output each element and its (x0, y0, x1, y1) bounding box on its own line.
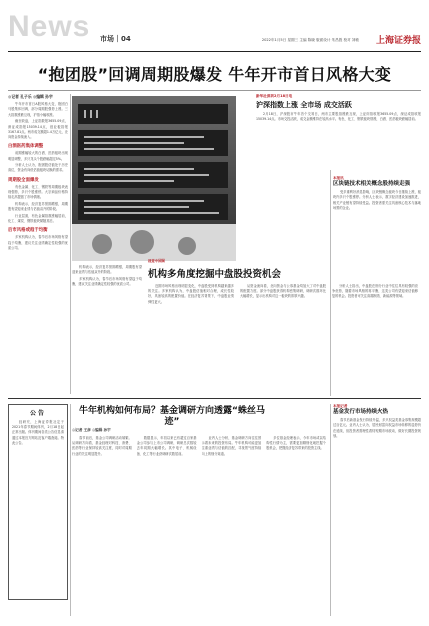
center-kicker: 视觉中国图 (148, 259, 165, 263)
column-rule (330, 170, 331, 396)
right-bottom-body: 春节后新基金发行持续升温，多只权益类基金募集规模超过百亿元。业内人士认为，居民财富向权益市场转移的趋势仍在延续，但投资者需理性看待短期市场波动，做好长期投资规划。 (333, 418, 421, 438)
bottom-paragraph: 数据显示，年初以来已有超过百家基金公司参与上市公司调研，调研总次数较去年同期大幅增长。其中电子、机械设备、化工等行业获调研次数居前。 (136, 436, 197, 456)
center-paragraph: 分析人士指出，中盘股在细分行业中往往具有较强的竞争优势，随着市场风格的再平衡，这类公司有望迎来估值修复的机会。投资者可关注高端制造、新能源等领域。 (332, 284, 418, 299)
lead-continuation (72, 265, 142, 395)
main-headline: “抱团股”回调周期股爆发 牛年开市首日风格大变 (37, 65, 392, 84)
issue-meta: 2022年1月5日 星期三 主编 陈晓 版面设计 朱昌胜 校对 刘敏 (261, 38, 359, 42)
center-headline: 机构多角度挖掘中盘股投资机会 (148, 269, 282, 280)
lead-paragraph: 截至收盘，上证指数报3655.09点，深证成指报15039.14点，创业板指报3167.81点。两市成交额超1.4万亿元，北向资金持续流入。 (8, 119, 68, 139)
center-column (148, 284, 234, 392)
notice-body (12, 420, 64, 446)
lead-paragraph: 前期涨幅较大的白酒、医药板块出现明显调整，多只龙头个股跌幅超过5%。 (8, 151, 68, 161)
notice-title: 公告 (29, 410, 46, 417)
right-top-kicker: 新华社深圳2月18日电 (256, 94, 293, 98)
bottom-article-body (72, 436, 326, 616)
right-bottom-kicker: 本报记者 (333, 404, 348, 408)
notice-box (8, 404, 68, 600)
market-photo (72, 96, 236, 261)
bottom-headline: 牛年机构如何布局？基金调研方向透露“蛛丝马迹” (79, 406, 265, 427)
lead-paragraph: 行业层面，有色金属指数涨幅居前，化工、煤炭、钢铁板块紧随其后。 (8, 213, 68, 224)
column-rule (70, 94, 71, 394)
bottom-column (202, 436, 262, 616)
lead-subhead: 周期股全面爆发 (8, 177, 39, 183)
right-column-title: 区块链技术相关概念股持续走强 (333, 181, 411, 188)
right-column-body: 受多重利好消息影响，区块链概念板块今日继续上涨，板块内多只个股涨停。分析人士表示，数字经济建设加速推进，相关产业链有望持续受益。投资者需关注具备核心技术与落地场景的企业。 (333, 190, 421, 210)
right-bottom-title: 基金发行市场持续火热 (333, 409, 389, 416)
center-column (332, 284, 418, 392)
lead-paragraph: 机构表示，经济复苏预期增强，周期股有望迎来业绩与估值双升的阶段。 (72, 265, 142, 275)
masthead-logo: News (8, 10, 91, 43)
right-column-kicker: 本报讯 (333, 176, 344, 180)
headline-rule (8, 90, 421, 91)
bottom-column (137, 436, 197, 616)
masthead (8, 8, 421, 52)
newspaper-brand: 上海证券报 (375, 36, 421, 46)
lead-byline: ◎记者 孔子乐 ◎编辑 孙宇 (8, 94, 53, 99)
section-divider (8, 398, 421, 399)
bottom-paragraph: 多位基金经理表示，今年市场或以结构性行情为主，需要更加精细化地挖掘个股机会，把握经济复苏带来的投资主线。 (266, 436, 326, 451)
lead-subhead: 白酒医药集体调整 (8, 144, 44, 150)
center-paragraph: 从资金流向看，北向资金与公募基金均加大了对中盘股的配置力度。部分中盘股获得机构密集调研，调研次数环比大幅增长，显示出机构对这一板块的浓厚兴趣。 (240, 284, 326, 299)
lead-paragraph: 多家机构认为，春节后市场风格有望趋于均衡，建议关注业绩确定性较强的优质公司。 (8, 235, 68, 250)
section-label: 市场｜04 (100, 35, 131, 43)
lead-subhead: 后市风格或趋于均衡 (8, 228, 48, 234)
notice-paragraph: 经研究，上海证券报社定于2021年春节期间休刊，2月18日起正常出版。休刊期间各类公告信息请通过本报官方网站及客户端查阅。特此公告。 (12, 420, 64, 445)
column-rule (70, 404, 71, 616)
column-rule (330, 404, 331, 616)
bottom-paragraph: 业内人士分析，基金调研方向往往预示着未来的投资布局。牛年机构可能更加注重业绩与估值的匹配，寻找景气度持续向上的细分赛道。 (201, 436, 262, 456)
lead-paragraph: 牛年开市首日A股风格大变，抱团白马股集体回调，部分周期股强势上涨。三大指数涨跌互现，沪指小幅收涨。 (8, 102, 68, 117)
bottom-column (266, 436, 326, 616)
lead-article (8, 94, 68, 394)
center-paragraph: 近期市场风格出现明显变化，中盘股受到机构越来越多的关注。多家机构认为，中盘股估值相对合理，成长性较好，具备较高的配置价值。在经济复苏背景下，中盘股业绩弹性更大。 (148, 284, 234, 304)
lead-paragraph: 机构表示，经济复苏预期增强，周期股有望迎来业绩与估值双升的阶段。 (8, 201, 68, 212)
lead-paragraph: 多家机构认为，春节后市场风格有望趋于均衡，建议关注业绩确定性较强的优质公司。 (72, 276, 142, 287)
right-top-body: 2月18日，沪深股市牛年首个交易日，两市主要股指涨跌互现，上证综指收报3655.09点，深证成指收报15039.14点。市场交投活跃，成交金额维持在较高水平。有色、化工、钢铁板块领涨，白酒、医药板块跌幅居前。 (256, 112, 421, 122)
right-top-title: 沪深指数上涨 全市场 成交活跃 (256, 101, 352, 110)
right-bottom-article (333, 404, 421, 616)
bottom-byline: ◎记者 王彦 ◎编辑 孙宇 (72, 428, 111, 432)
trading-board-image (72, 96, 236, 261)
lead-paragraph: 分析人士认为，抱团股估值处于历史高位，资金有向低估值板块切换的需求。 (8, 163, 68, 173)
bottom-column (72, 436, 132, 616)
bottom-paragraph: 春节前后，基金公司调研活动频繁。从调研方向看，基金经理对科技、消费、医药等行业保持较高关注度，同时对周期行业的关注明显提升。 (72, 436, 132, 456)
center-article-body (148, 284, 418, 392)
center-column (240, 284, 326, 392)
lead-paragraph: 有色金属、化工、钢铁等周期板块表现强势，多只个股涨停。大宗商品价格持续走高提振了市场情绪。 (8, 184, 68, 200)
